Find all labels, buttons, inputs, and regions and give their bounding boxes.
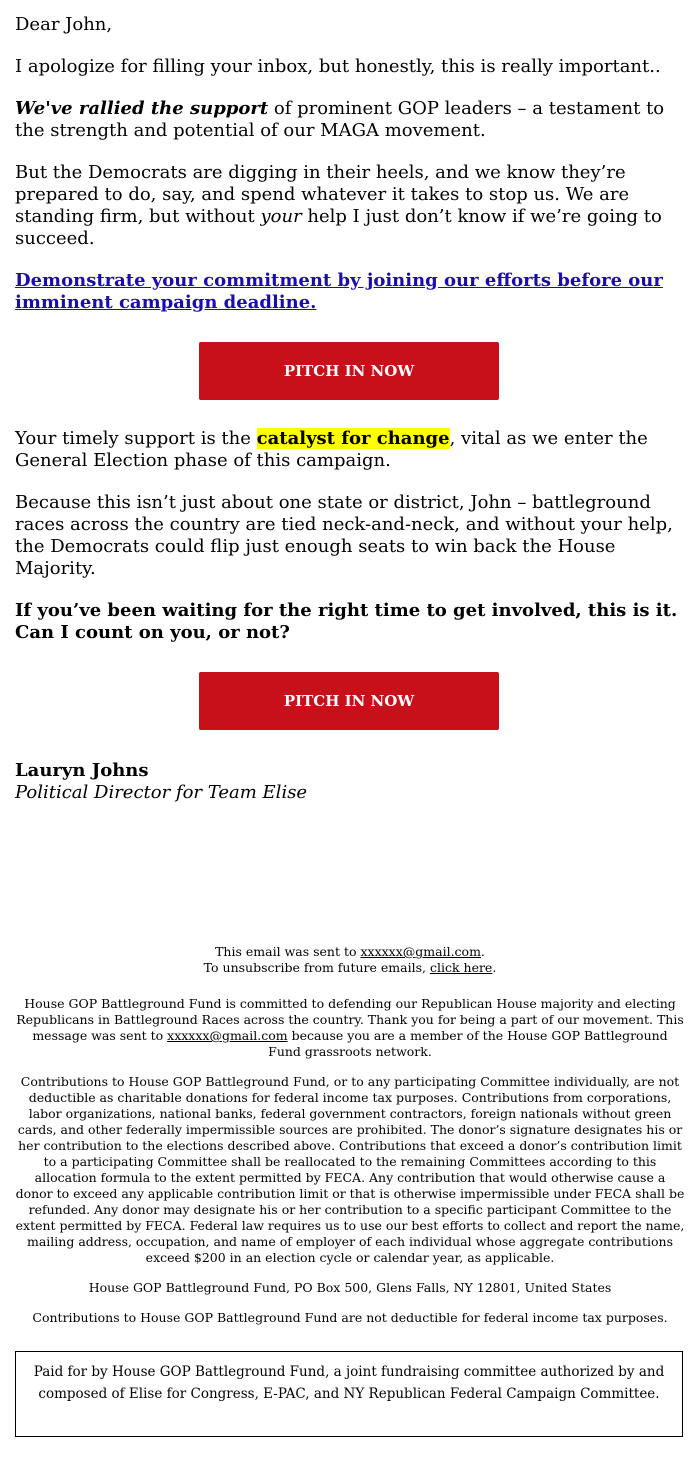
paid-for-disclaimer: Paid for by House GOP Battleground Fund, a joint fundraising committee authorized by and composed of Elise for Congress, E-PAC, and NY Republican Federal Campaign Committee.: [15, 1351, 683, 1437]
pitch-in-button-1[interactable]: PITCH IN NOW: [199, 342, 499, 400]
paragraph-count-on-you: If you’ve been waiting for the right time to get involved, this is it. Can I count on you, or not?: [15, 600, 678, 643]
footer-mission: House GOP Battleground Fund is committed to defending our Republican House majority and electing Republicans in Battleground Races across the country. Thank you for being a part of our movement. This message was sent to xxxxxx@gmail.com because you are a member of the House GOP Battleground Fund grassroots network.: [16, 996, 684, 1059]
paragraph-apology: I apologize for filling your inbox, but honestly, this is really important..: [15, 56, 661, 77]
signature-title: Political Director for Team Elise: [15, 782, 308, 803]
paragraph-catalyst: Your timely support is the catalyst for change, vital as we enter the General Election phase of this campaign.: [15, 428, 648, 471]
email-body: [15, 14, 683, 804]
mission-email-link[interactable]: xxxxxx@gmail.com: [167, 1028, 288, 1043]
sent-to-email-link[interactable]: xxxxxx@gmail.com: [360, 944, 481, 959]
commitment-link[interactable]: Demonstrate your commitment by joining our efforts before our imminent campaign deadline.: [15, 270, 663, 313]
footer-sent-unsub: This email was sent to xxxxxx@gmail.com. To unsubscribe from future emails, click here.: [203, 944, 497, 975]
footer-contributions: Contributions to House GOP Battleground Fund, or to any participating Committee individually, are not deductible as charitable donations for federal income tax purposes. Contributions from corporations, labor organizations, national banks, federal government contractors, foreign nationals without green cards, and other federally impermissible sources are prohibited. The donor’s signature designates his or her contribution to the elections described above. Contributions that exceed a donor’s contribution limit to a participating Committee shall be reallocated to the remaining Committees according to this allocation formula to the extent permitted by FECA. Any contribution that would otherwise cause a donor to exceed any applicable contribution limit or that is otherwise impermissible under FECA shall be refunded. Any donor may designate his or her contribution to a specific participant Committee to the extent permitted by FECA. Federal law requires us to use our best efforts to collect and report the name, mailing address, occupation, and name of employer of each individual whose aggregate contributions exceed $200 in an election cycle or calendar year, as applicable.: [15, 1074, 685, 1265]
highlight-catalyst: catalyst for change: [256, 428, 450, 449]
footer-address: House GOP Battleground Fund, PO Box 500, Glens Falls, NY 12801, United States: [88, 1280, 612, 1295]
pitch-in-button-2[interactable]: PITCH IN NOW: [199, 672, 499, 730]
emphasis-rallied: We've rallied the support: [15, 98, 269, 119]
greeting: Dear John,: [15, 14, 113, 35]
emphasis-your: your: [260, 206, 302, 227]
paragraph-support: We've rallied the support of prominent GOP leaders – a testament to the strength and potential of our MAGA movement.: [15, 98, 665, 141]
paragraph-battleground: Because this isn’t just about one state or district, John – battleground races across the country are tied neck-and-neck, and without your help, the Democrats could flip just enough seats to win back the House Majority.: [15, 492, 673, 579]
unsubscribe-link[interactable]: click here: [429, 960, 493, 975]
signature-name: Lauryn Johns: [15, 760, 149, 781]
email-footer: [15, 944, 685, 1340]
paragraph-democrats: But the Democrats are digging in their heels, and we know they’re prepared to do, say, and spend whatever it takes to stop us. We are standing firm, but without your help I just don’t know if we’re going to succeed.: [15, 162, 662, 249]
button-row-1: [15, 342, 683, 400]
footer-tax-note: Contributions to House GOP Battleground Fund are not deductible for federal income tax purposes.: [32, 1310, 668, 1325]
button-row-2: [15, 672, 683, 730]
